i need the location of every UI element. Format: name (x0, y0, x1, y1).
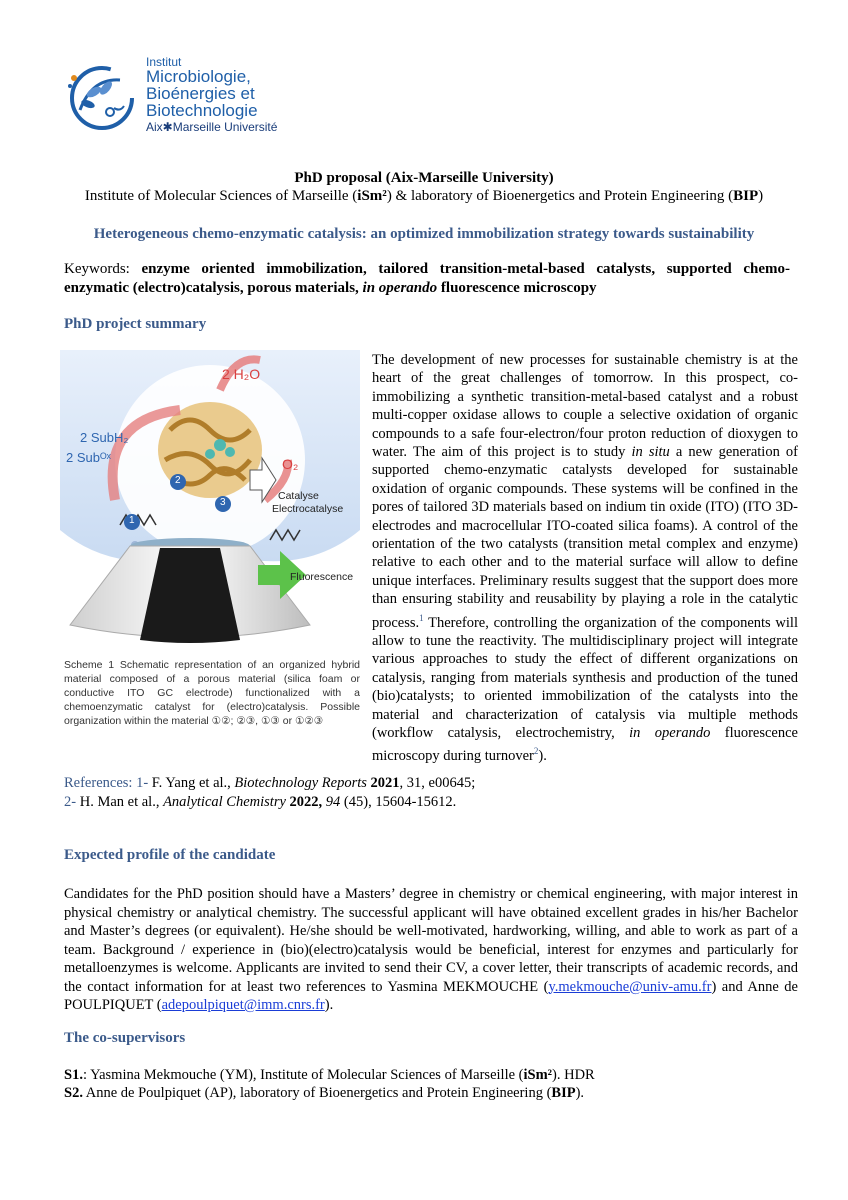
supervisors-heading: The co-supervisors (64, 1030, 186, 1046)
profile-mid: ) and Anne de POULPIQUET ( (64, 978, 798, 1013)
profile-text (64, 885, 798, 1015)
label-subh2: 2 SubH₂ (80, 430, 129, 445)
supervisor-2 (64, 1084, 794, 1103)
ref-1-marker[interactable]: 1 (419, 612, 424, 623)
summary-in-situ: in situ (631, 444, 670, 461)
label-n1: 1 (129, 515, 135, 526)
label-h2o: 2 H₂O (222, 366, 261, 382)
ref-2-marker[interactable]: 2 (533, 746, 539, 757)
summary-text (372, 351, 798, 766)
ref-1-details: , 31, e00645; (399, 775, 476, 791)
profile-heading: Expected profile of the candidate (64, 847, 276, 863)
figure-caption: Scheme 1 Schematic representation of an organized hybrid material composed of a porous material (silica foam or conductive ITO GC electrode) functionalized with a chemoenzymatic catalyst for (electro)catalysis. Possible organization within the material ①②; ②③, ①③ or ①②③ (64, 659, 360, 727)
logo-line-4: Biotechnologie (146, 101, 258, 120)
institute-logo (62, 52, 302, 142)
label-catalyse: Catalyse (278, 490, 319, 502)
institutes-line (40, 188, 808, 205)
ism-abbr: iSm² (357, 188, 387, 204)
s2-bip: BIP (551, 1085, 576, 1101)
profile-body: Candidates for the PhD position should have a Masters’ degree in chemistry or chemical engineering, with major interest in physical chemistry or analytical chemistry. The successful applicant will have obtained excellent grades in his/her Bachelor and Master’s degrees (or equivalent). He/she should be well-motivated, hardworking, willing, and able to work as part of a team. Background / experience in (bio)(electro)catalysis would be beneficial, interest for enzymes and particularly for metalloenzymes is welcome. Applicants are invited to send their CV, a cover letter, their transcripts of academic records, and the contact information for at least two references to Yasmina MEKMOUCHE ( (64, 886, 798, 995)
logo-line-3: Bioénergies et (146, 84, 255, 103)
institutes-text-b: ) & laboratory of Bioenergetics and Protein Engineering ( (386, 188, 734, 204)
logo-wordmark (146, 56, 277, 134)
summary-p5: ). (538, 748, 547, 765)
ref-2-journal: Analytical Chemistry (163, 794, 286, 810)
email-link-mekmouche[interactable]: y.mekmouche@univ-amu.fr (548, 978, 712, 995)
s1-label: S1. (64, 1067, 83, 1083)
label-o2: O₂ (282, 456, 299, 472)
ref-1-authors: F. Yang et al., (148, 775, 235, 791)
ref-1-journal: Biotechnology Reports (234, 775, 367, 791)
logo-line-2: Microbiologie, (146, 67, 251, 86)
institutes-text-c: ) (758, 188, 764, 204)
label-n3: 3 (220, 497, 226, 508)
institutes-text-a: Institute of Molecular Sciences of Marseille ( (84, 188, 358, 204)
reference-1 (64, 774, 794, 793)
ref-2-number: 2- (64, 794, 77, 810)
s1-text-b: ). HDR (552, 1067, 595, 1083)
logo-emblem-icon (62, 58, 146, 142)
summary-heading: PhD project summary (64, 316, 207, 332)
references (64, 774, 794, 812)
ref-1-year: 2021 (370, 775, 400, 791)
ref-1-number: 1- (136, 775, 149, 791)
bip-abbr: BIP (733, 188, 759, 204)
summary-p3: Therefore, controlling the organization of the components will allow to tune the reactivity. The multidisciplinary project will integrate various approaches to study the effect of different organizations on catalysis, ranging from materials synthesis and production of the tuned (bio)catalysts; to oriented immobilization of the catalysts into the material and characterization of catalysis via multiple methods (workflow catalysis, electrochemistry, (372, 614, 798, 741)
summary-p2: a new generation of supported chemo-enzymatic catalysts developed for sustainable oxidation of organic compounds. These systems will be confined in the pores of tailored 3D materials based on indium tin oxide (ITO) (ITO 3D-electrodes and macrocellular ITO-coated silica foams). A control of the orientation of the two catalysts (transition metal complex and enzyme) relative to each other and to the material surface will allow to define unique interfaces. Preliminary results suggest that the support does more than ensuring stability and reusability by playing a role in the catalytic process. (372, 444, 798, 631)
ref-2-volume: 94 (325, 794, 341, 810)
logo-line-1: Institut (146, 55, 182, 69)
summary-p1: The development of new processes for sustainable chemistry is at the heart of the great challenges of tomorrow. In this prospect, co-immobilizing a synthetic transition-metal-based catalyst and a robust multi-copper oxidase allows to couple a selective oxidation of organic compounds to a safe four-electron/four proton reduction of dioxygen to water. The aim of this project is to study (372, 352, 798, 461)
email-link-poulpiquet[interactable]: adepoulpiquet@imm.cnrs.fr (161, 997, 325, 1013)
proposal-title: PhD proposal (Aix-Marseille University) (294, 170, 554, 186)
keywords-italic: in operando (362, 280, 438, 296)
label-electrocatalyse: Electrocatalyse (272, 503, 344, 515)
logo-line-5: Aix✱Marseille Université (146, 120, 278, 134)
scheme-figure (60, 350, 360, 650)
label-subox: 2 Subᴼˣ (66, 450, 111, 465)
ref-2-authors: H. Man et al., (76, 794, 164, 810)
profile-end: ). (324, 997, 334, 1013)
ref-2-year: 2022, (289, 794, 323, 810)
summary-p4: fluorescence microscopy during turnover (372, 724, 798, 765)
project-title: Heterogeneous chemo-enzymatic catalysis: an optimized immobilization strategy towards sustainability (93, 226, 755, 242)
s2-text-b: ). (575, 1085, 585, 1101)
s1-text-a: : Yasmina Mekmouche (YM), Institute of Molecular Sciences of Marseille ( (82, 1067, 524, 1083)
keywords-label: Keywords: (64, 261, 142, 277)
s2-text-a: Anne de Poulpiquet (AP), laboratory of Bioenergetics and Protein Engineering ( (82, 1085, 552, 1101)
reference-2 (64, 793, 794, 812)
keywords (64, 260, 790, 298)
supervisor-1 (64, 1066, 794, 1085)
references-label: References: (64, 775, 137, 791)
label-fluorescence: Fluorescence (290, 571, 354, 583)
keywords-text-a: enzyme oriented immobilization, tailored transition-metal-based catalysts, supported chemo-enzymatic (electro)catalysis, porous materials, (64, 261, 790, 296)
summary-in-operando: in operando (629, 724, 711, 741)
s1-ism: iSm² (523, 1067, 553, 1083)
s2-label: S2. (64, 1085, 83, 1101)
label-n2: 2 (175, 475, 181, 486)
ref-2-details: (45), 15604-15612. (340, 794, 457, 810)
keywords-text-b: fluorescence microscopy (437, 280, 597, 296)
